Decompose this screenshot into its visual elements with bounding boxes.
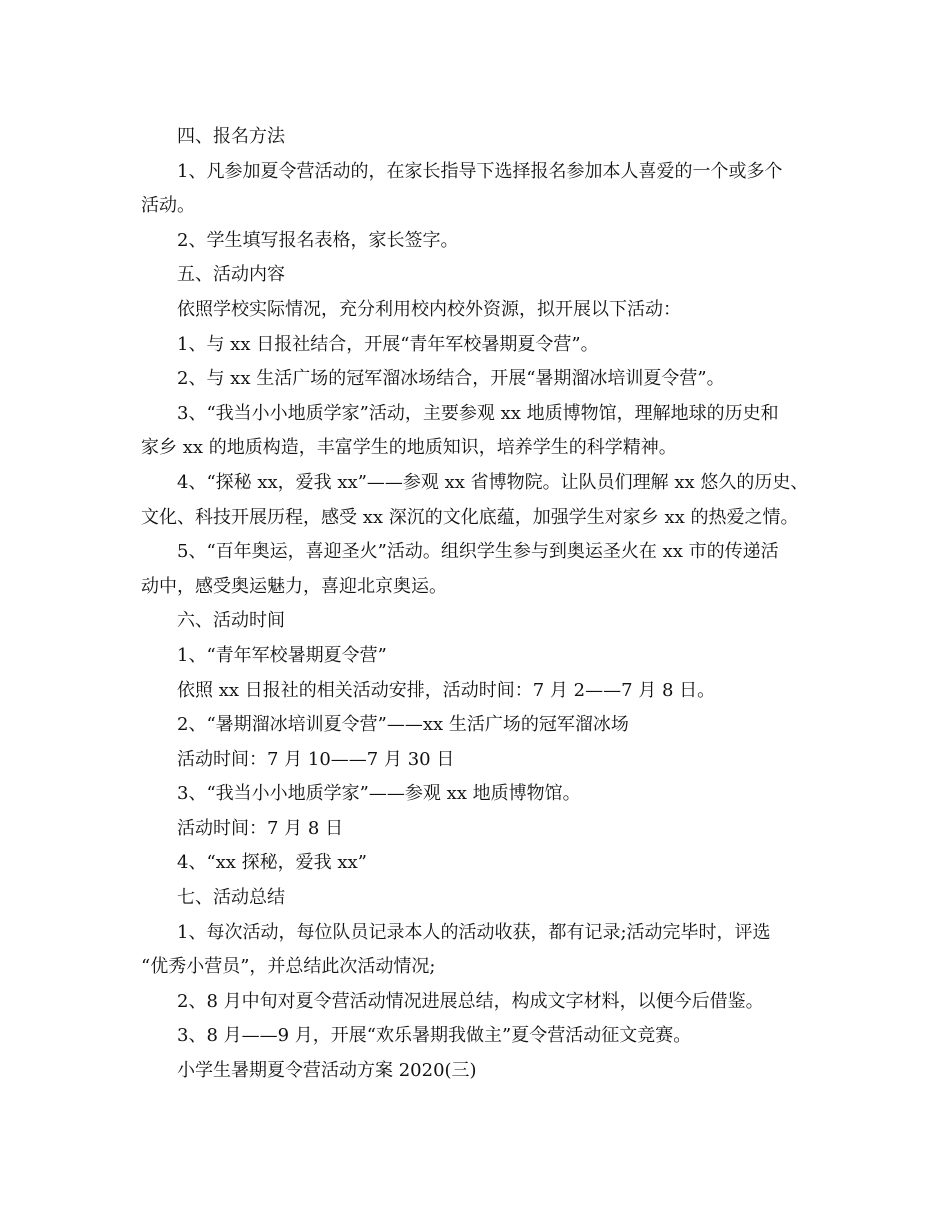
text-line: 1、每次活动，每位队员记录本人的活动收获，都有记录;活动完毕时，评选 bbox=[177, 921, 771, 943]
text-line: 家乡 xx 的地质构造，丰富学生的地质知识，培养学生的科学精神。 bbox=[141, 437, 677, 459]
text-line: 活动时间：7 月 10——7 月 30 日 bbox=[177, 748, 455, 770]
text-line: 依照学校实际情况，充分利用校内校外资源，拟开展以下活动： bbox=[177, 298, 681, 320]
text-line: 1、“青年军校暑期夏令营” bbox=[177, 644, 387, 666]
text-line: “优秀小营员”，并总结此次活动情况; bbox=[141, 956, 436, 978]
text-line: 依照 xx 日报社的相关活动安排，活动时间：7 月 2——7 月 8 日。 bbox=[177, 679, 716, 701]
document-body bbox=[141, 120, 831, 1089]
text-line: 5、“百年奥运，喜迎圣火”活动。组织学生参与到奥运圣火在 xx 市的传递活 bbox=[177, 541, 779, 563]
text-line: 4、“探秘 xx，爱我 xx”——参观 xx 省博物院。让队员们理解 xx 悠久的历史、 bbox=[177, 471, 809, 493]
text-line: 五、活动内容 bbox=[177, 264, 285, 286]
text-line: 活动。 bbox=[141, 195, 195, 217]
text-line: 1、凡参加夏令营活动的，在家长指导下选择报名参加本人喜爱的一个或多个 bbox=[177, 160, 783, 182]
text-line: 2、学生填写报名表格，家长签字。 bbox=[177, 229, 459, 251]
text-line: 1、与 xx 日报社结合，开展“青年军校暑期夏令营”。 bbox=[177, 333, 599, 355]
text-line: 四、报名方法 bbox=[177, 126, 285, 147]
text-line: 六、活动时间 bbox=[177, 610, 285, 632]
text-line: 活动时间：7 月 8 日 bbox=[177, 817, 344, 839]
text-line: 2、“暑期溜冰培训夏令营”——xx 生活广场的冠军溜冰场 bbox=[177, 714, 629, 736]
text-line: 文化、科技开展历程，感受 xx 深沉的文化底蕴，加强学生对家乡 xx 的热爱之情。 bbox=[141, 506, 799, 528]
text-line: 2、8 月中旬对夏令营活动情况进展总结，构成文字材料，以便今后借鉴。 bbox=[177, 990, 764, 1012]
text-line: 小学生暑期夏令营活动方案 2020(三) bbox=[177, 1060, 477, 1082]
text-line: 七、活动总结 bbox=[177, 887, 285, 909]
text-line: 2、与 xx 生活广场的冠军溜冰场结合，开展“暑期溜冰培训夏令营”。 bbox=[177, 368, 725, 390]
text-line: 动中，感受奥运魅力，喜迎北京奥运。 bbox=[141, 575, 447, 597]
text-line: 4、“xx 探秘，爱我 xx” bbox=[177, 852, 367, 874]
text-line: 3、“我当小小地质学家”——参观 xx 地质博物馆。 bbox=[177, 783, 581, 805]
text-line: 3、“我当小小地质学家”活动，主要参观 xx 地质博物馆，理解地球的历史和 bbox=[177, 402, 779, 424]
text-line: 3、8 月——9 月，开展“欢乐暑期我做主”夏令营活动征文竞赛。 bbox=[177, 1025, 692, 1047]
